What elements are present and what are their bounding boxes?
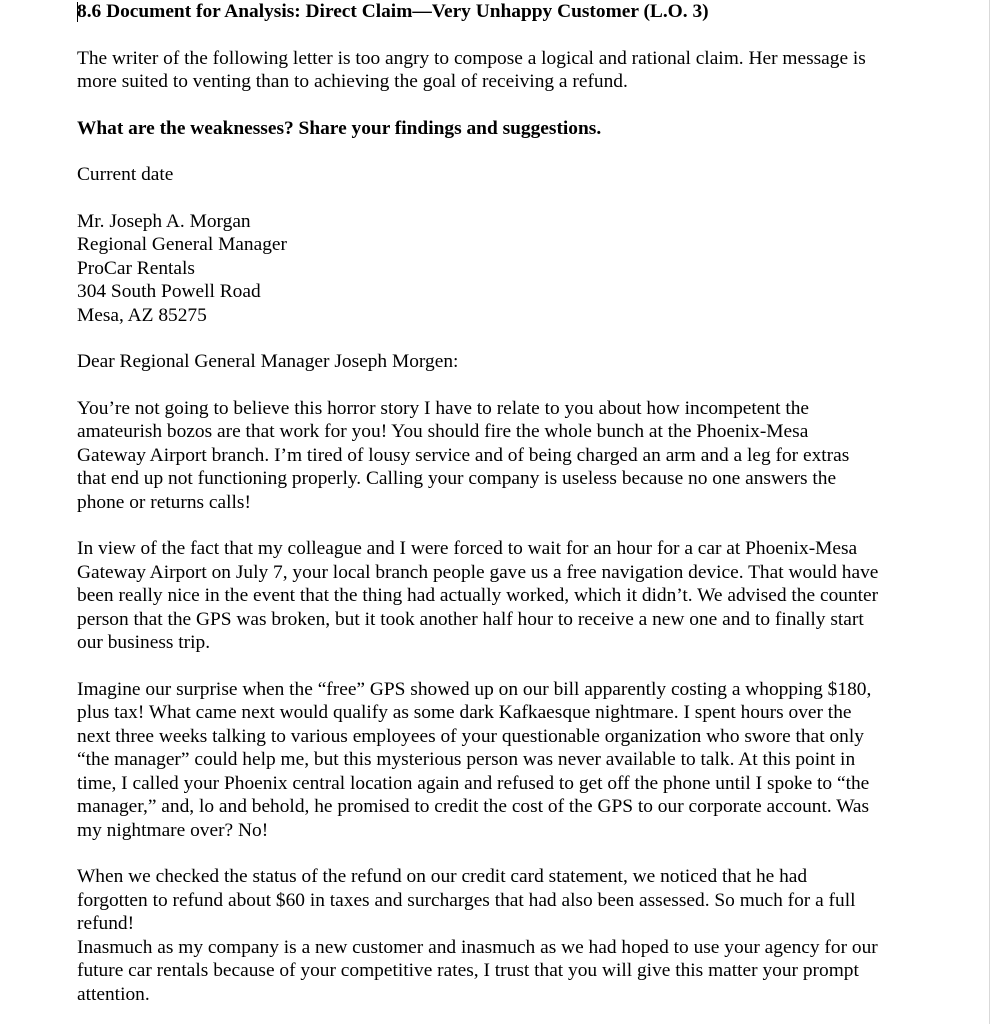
address-line-city: Mesa, AZ 85275 [77,304,207,326]
intro-paragraph: The writer of the following letter is too angry to compose a logical and rational claim. Her message is more suited to venting than to achieving the goal of receiving a refund. [77,47,866,92]
body-paragraph-1: You’re not going to believe this horror story I have to relate to you about how incompetent the amateurish bozos are that work for you! You should fire the whole bunch at the Phoenix-Mesa Gateway Airport branch. I’m tired of lousy service and of being charged an arm and a leg for extras that end up not functioning properly. Calling your company is useless because no one answers the phone or returns calls! [77,397,850,513]
inside-address [77,210,882,328]
body-paragraph-5: Inasmuch as my company is a new customer and inasmuch as we had hoped to use your agency for our future car rentals because of your competitive rates, I trust that you will give this matter your prompt attention. [77,936,878,1005]
salutation: Dear Regional General Manager Joseph Morgen: [77,351,459,372]
body-paragraph-2: In view of the fact that my colleague and I were forced to wait for an hour for a car at Phoenix-Mesa Gateway Airport on July 7, your local branch people gave us a free navigation device. That would have been really nice in the event that the thing had actually worked, which it didn’t. We advised the counter person that the GPS was broken, but it took another half hour to receive a new one and to finally start our business trip. [77,538,879,653]
letter-date: Current date [77,164,174,185]
page-edge [989,0,990,1024]
body-paragraph-4: When we checked the status of the refund on our credit card statement, we noticed that he had forgotten to refund about $60 in taxes and surcharges that had also been assessed. So much for a full refund! [77,866,856,934]
document-heading: 8.6 Document for Analysis: Direct Claim—Very Unhappy Customer (L.O. 3) [77,1,709,22]
address-line-name: Mr. Joseph A. Morgan [77,210,251,232]
address-line-street: 304 South Powell Road [77,281,261,302]
address-line-company: ProCar Rentals [77,257,195,279]
question-prompt: What are the weaknesses? Share your findings and suggestions. [77,117,602,139]
document-page [77,0,882,1006]
body-paragraph-3: Imagine our surprise when the “free” GPS showed up on our bill apparently costing a whopping $180, plus tax! What came next would qualify as some dark Kafkaesque nightmare. I spent hours over the next three weeks talking to various employees of your questionable organization who swore that only “the manager” could help me, but this mysterious person was never available to talk. At this point in time, I called your Phoenix central location again and refused to get off the phone until I spoke to “the manager,” and, lo and behold, he promised to credit the cost of the GPS to our corporate account. Was my nightmare over? No! [77,678,872,841]
address-line-title: Regional General Manager [77,234,287,255]
